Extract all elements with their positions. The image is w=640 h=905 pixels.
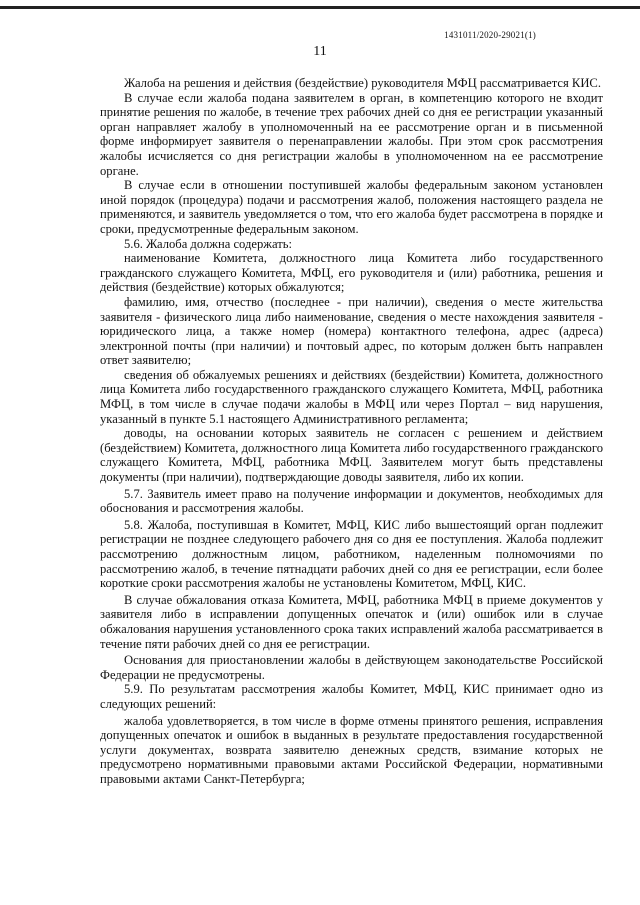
page-number: 11 [313, 44, 327, 59]
paragraph: 5.6. Жалоба должна содержать: [124, 236, 292, 251]
paragraph: фамилию, имя, отчество (последнее - при наличии), сведения о месте жительства заявителя - физического лица либо наименование, сведения о месте нахождения заявителя - юридического лица, а также номер (номера) контактного телефона, адрес (адреса) электронной почты (при наличии) и почтовый адрес, по которым должен быть направлен ответ заявителю; [100, 294, 603, 368]
paragraph: В случае если в отношении поступившей жалобы федеральным законом установлен иной порядок (процедура) подачи и рассмотрения жалоб, положения настоящего раздела не применяются, и заявитель уведомляется о том, что его жалоба будет рассмотрена в порядке и сроки, предусмотренные федеральным законом. [100, 178, 603, 236]
paragraph: жалоба удовлетворяется, в том числе в форме отмены принятого решения, исправления допущенных опечаток и ошибок в выданных в результате предоставления государственной услуги документах, возврата заявителю денежных средств, взимание которых не предусмотрено нормативными правовыми актами Российской Федерации, нормативными правовыми актами Санкт-Петербурга; [100, 713, 603, 786]
document-body [100, 76, 603, 787]
paragraph: наименование Комитета, должностного лица Комитета либо государственного гражданского служащего Комитета, МФЦ, его руководителя и (или) работника, решения и действия (бездействие) которых обжалуются; [100, 251, 603, 295]
paragraph: 5.8. Жалоба, поступившая в Комитет, МФЦ, КИС либо вышестоящий орган подлежит регистрации не позднее следующего рабочего дня со дня ее поступления. Жалоба подлежит рассмотрению должностным лицом, работником, наделенным полномочиями по рассмотрению жалоб, в течение пятнадцати рабочих дней со дня ее регистрации, если более короткие сроки рассмотрения жалобы не установлены Комитетом, МФЦ, КИС. [100, 517, 603, 591]
paragraph: Основания для приостановлении жалобы в действующем законодательстве Российской Федерации не предусмотрены. [100, 653, 603, 682]
paragraph: сведения об обжалуемых решениях и действиях (бездействии) Комитета, должностного лица Комитета либо государственного гражданского служащего Комитета, МФЦ, работника МФЦ, в том числе в случае подачи жалобы в МФЦ или через Портал – вид нарушения, указанный в пункте 5.1 настоящего Административного регламента; [100, 367, 603, 426]
paragraph: В случае обжалования отказа Комитета, МФЦ, работника МФЦ в приеме документов у заявителя либо в исправлении допущенных опечаток и (или) ошибок или в случае обжалования нарушения установленного срока таких исправлений жалоба рассматривается в течение пяти рабочих дней со дня ее регистрации. [100, 592, 603, 651]
paragraph: В случае если жалоба подана заявителем в орган, в компетенцию которого не входит принятие решения по жалобе, в течение трех рабочих дней со дня ее регистрации указанный орган направляет жалобу в уполномоченный на ее рассмотрение орган и в письменной форме информирует заявителя о перенаправлении жалобы. При этом срок рассмотрения жалобы исчисляется со дня регистрации жалобы в уполномоченном на ее рассмотрение органе. [100, 90, 603, 178]
top-border-line [0, 6, 640, 9]
paragraph: Жалоба на решения и действия (бездействие) руководителя МФЦ рассматривается КИС. [124, 76, 601, 90]
paragraph: 5.7. Заявитель имеет право на получение информации и документов, необходимых для обоснования и рассмотрения жалобы. [100, 486, 603, 516]
paragraph: 5.9. По результатам рассмотрения жалобы Комитет, МФЦ, КИС принимает одно из следующих решений: [100, 682, 603, 711]
paragraph: доводы, на основании которых заявитель не согласен с решением и действием (бездействием) Комитета, должностного лица Комитета либо государственного гражданского служащего Комитета, МФЦ, работника МФЦ. Заявителем могут быть представлены документы (при наличии), подтверждающие доводы заявителя, либо их копии. [100, 426, 603, 485]
document-id: 1431011/2020-29021(1) [444, 30, 536, 40]
